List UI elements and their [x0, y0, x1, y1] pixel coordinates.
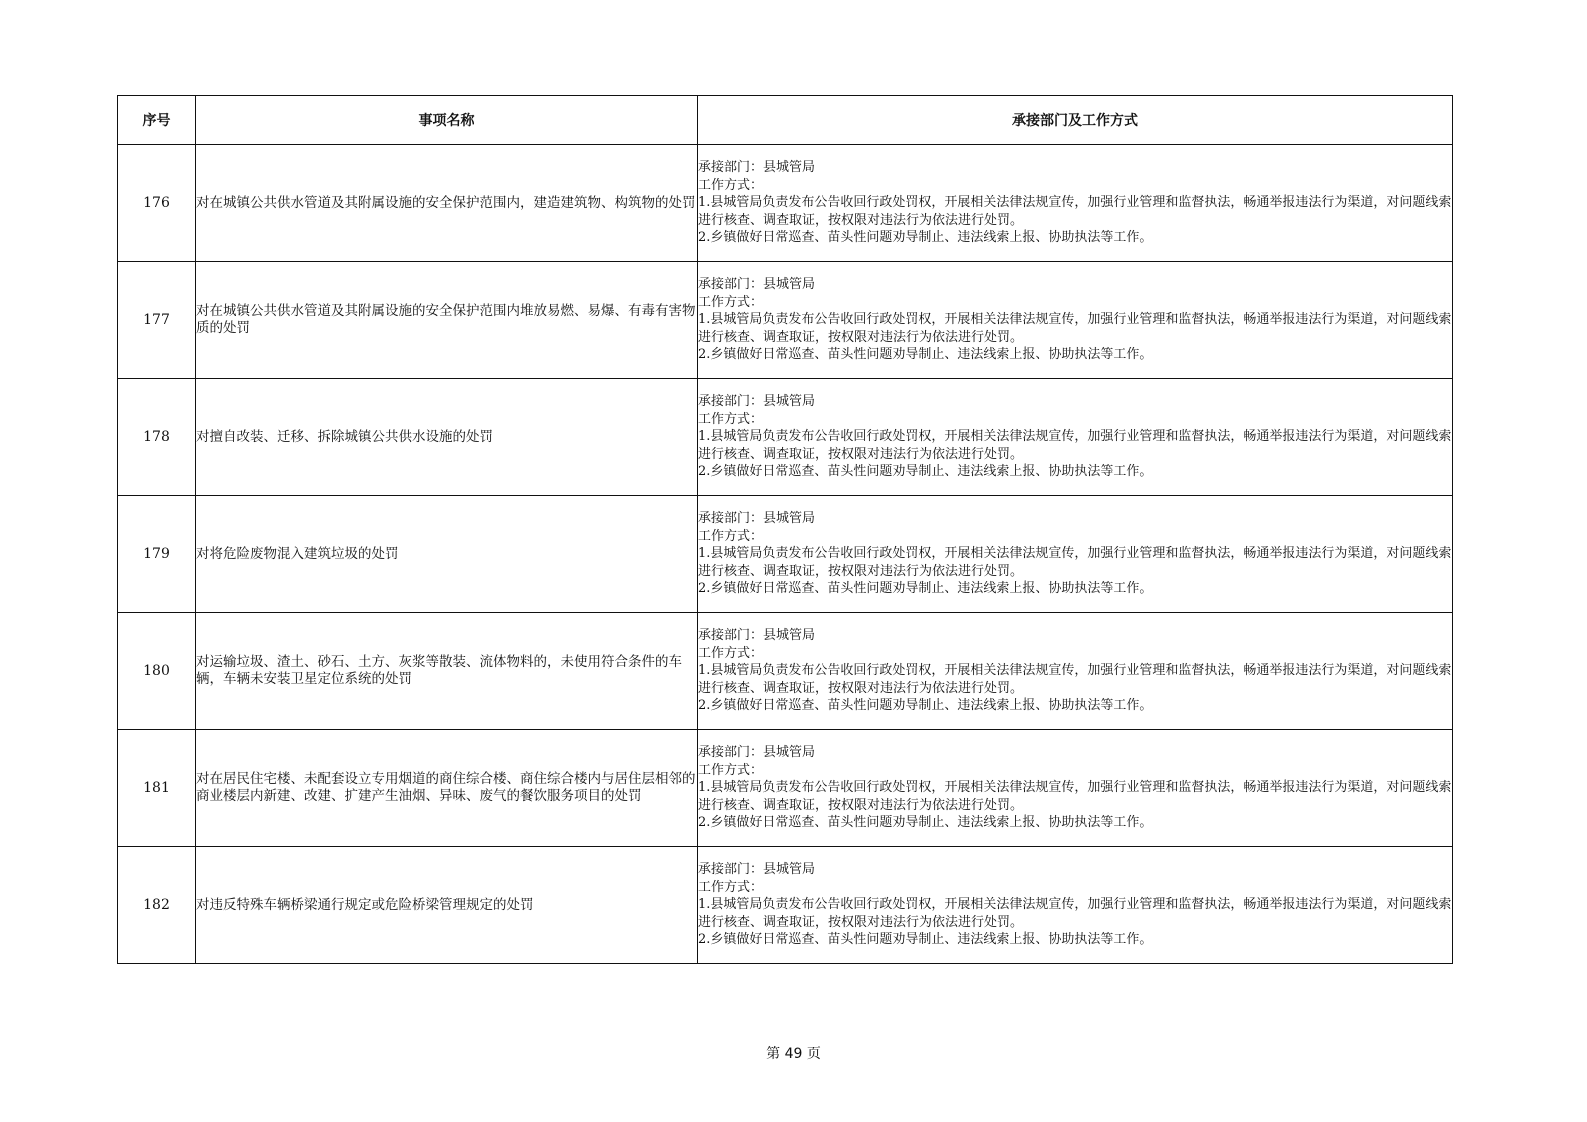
method-step-2: 2.乡镇做好日常巡查、苗头性问题劝导制止、违法线索上报、协助执法等工作。: [698, 581, 1153, 597]
method-label: 工作方式：: [698, 645, 764, 661]
table-row: [118, 613, 1453, 730]
item-name: 对在城镇公共供水管道及其附属设施的安全保护范围内堆放易燃、易爆、有毒有害物质的处罚: [196, 262, 698, 379]
method-step-2: 2.乡镇做好日常巡查、苗头性问题劝导制止、违法线索上报、协助执法等工作。: [698, 698, 1153, 714]
table-row: [118, 730, 1453, 847]
method-label: 工作方式：: [698, 294, 764, 310]
method-label: 工作方式：: [698, 879, 764, 895]
dept-line: 承接部门：县城管局: [698, 745, 816, 761]
dept-method: [698, 496, 1453, 613]
item-name: 对违反特殊车辆桥梁通行规定或危险桥梁管理规定的处罚: [196, 847, 698, 964]
row-number: 177: [118, 262, 196, 379]
header-dept: 承接部门及工作方式: [698, 96, 1453, 145]
dept-method: [698, 145, 1453, 262]
table-row: [118, 145, 1453, 262]
row-number: 176: [118, 145, 196, 262]
dept-line: 承接部门：县城管局: [698, 277, 816, 293]
row-number: 182: [118, 847, 196, 964]
row-number: 180: [118, 613, 196, 730]
page-number: 第 49 页: [766, 1046, 821, 1062]
item-name: 对擅自改装、迁移、拆除城镇公共供水设施的处罚: [196, 379, 698, 496]
item-name: 对在城镇公共供水管道及其附属设施的安全保护范围内，建造建筑物、构筑物的处罚: [196, 145, 698, 262]
dept-line: 承接部门：县城管局: [698, 511, 816, 527]
method-step-1: 1.县城管局负责发布公告收回行政处罚权，开展相关法律法规宣传，加强行业管理和监督执法，畅通举报违法行为渠道，对问题线索进行核查、调查取证，按权限对违法行为依法进行处罚。: [698, 429, 1452, 462]
method-step-1: 1.县城管局负责发布公告收回行政处罚权，开展相关法律法规宣传，加强行业管理和监督执法，畅通举报违法行为渠道，对问题线索进行核查、调查取证，按权限对违法行为依法进行处罚。: [698, 663, 1452, 696]
dept-line: 承接部门：县城管局: [698, 862, 816, 878]
row-number: 181: [118, 730, 196, 847]
method-step-2: 2.乡镇做好日常巡查、苗头性问题劝导制止、违法线索上报、协助执法等工作。: [698, 230, 1153, 246]
method-step-2: 2.乡镇做好日常巡查、苗头性问题劝导制止、违法线索上报、协助执法等工作。: [698, 932, 1153, 948]
method-step-2: 2.乡镇做好日常巡查、苗头性问题劝导制止、违法线索上报、协助执法等工作。: [698, 815, 1153, 831]
method-label: 工作方式：: [698, 177, 764, 193]
dept-method: [698, 379, 1453, 496]
method-label: 工作方式：: [698, 411, 764, 427]
header-num: 序号: [118, 96, 196, 145]
dept-line: 承接部门：县城管局: [698, 160, 816, 176]
method-step-1: 1.县城管局负责发布公告收回行政处罚权，开展相关法律法规宣传，加强行业管理和监督执法，畅通举报违法行为渠道，对问题线索进行核查、调查取证，按权限对违法行为依法进行处罚。: [698, 780, 1452, 813]
dept-method: [698, 613, 1453, 730]
table-header-row: [118, 96, 1453, 145]
method-step-1: 1.县城管局负责发布公告收回行政处罚权，开展相关法律法规宣传，加强行业管理和监督执法，畅通举报违法行为渠道，对问题线索进行核查、调查取证，按权限对违法行为依法进行处罚。: [698, 312, 1452, 345]
method-step-1: 1.县城管局负责发布公告收回行政处罚权，开展相关法律法规宣传，加强行业管理和监督执法，畅通举报违法行为渠道，对问题线索进行核查、调查取证，按权限对违法行为依法进行处罚。: [698, 546, 1452, 579]
method-step-1: 1.县城管局负责发布公告收回行政处罚权，开展相关法律法规宣传，加强行业管理和监督执法，畅通举报违法行为渠道，对问题线索进行核查、调查取证，按权限对违法行为依法进行处罚。: [698, 195, 1452, 228]
table-row: [118, 496, 1453, 613]
dept-method: [698, 262, 1453, 379]
row-number: 178: [118, 379, 196, 496]
method-step-1: 1.县城管局负责发布公告收回行政处罚权，开展相关法律法规宣传，加强行业管理和监督执法，畅通举报违法行为渠道，对问题线索进行核查、调查取证，按权限对违法行为依法进行处罚。: [698, 897, 1452, 930]
dept-method: [698, 847, 1453, 964]
dept-method: [698, 730, 1453, 847]
header-name: 事项名称: [196, 96, 698, 145]
method-step-2: 2.乡镇做好日常巡查、苗头性问题劝导制止、违法线索上报、协助执法等工作。: [698, 464, 1153, 480]
dept-line: 承接部门：县城管局: [698, 394, 816, 410]
table-row: [118, 379, 1453, 496]
table-row: [118, 847, 1453, 964]
method-step-2: 2.乡镇做好日常巡查、苗头性问题劝导制止、违法线索上报、协助执法等工作。: [698, 347, 1153, 363]
table-row: [118, 262, 1453, 379]
item-name: 对将危险废物混入建筑垃圾的处罚: [196, 496, 698, 613]
item-name: 对运输垃圾、渣土、砂石、土方、灰浆等散装、流体物料的，未使用符合条件的车辆，车辆未安装卫星定位系统的处罚: [196, 613, 698, 730]
items-table: [117, 95, 1453, 964]
dept-line: 承接部门：县城管局: [698, 628, 816, 644]
item-name: 对在居民住宅楼、未配套设立专用烟道的商住综合楼、商住综合楼内与居住层相邻的商业楼层内新建、改建、扩建产生油烟、异味、废气的餐饮服务项目的处罚: [196, 730, 698, 847]
method-label: 工作方式：: [698, 528, 764, 544]
row-number: 179: [118, 496, 196, 613]
method-label: 工作方式：: [698, 762, 764, 778]
